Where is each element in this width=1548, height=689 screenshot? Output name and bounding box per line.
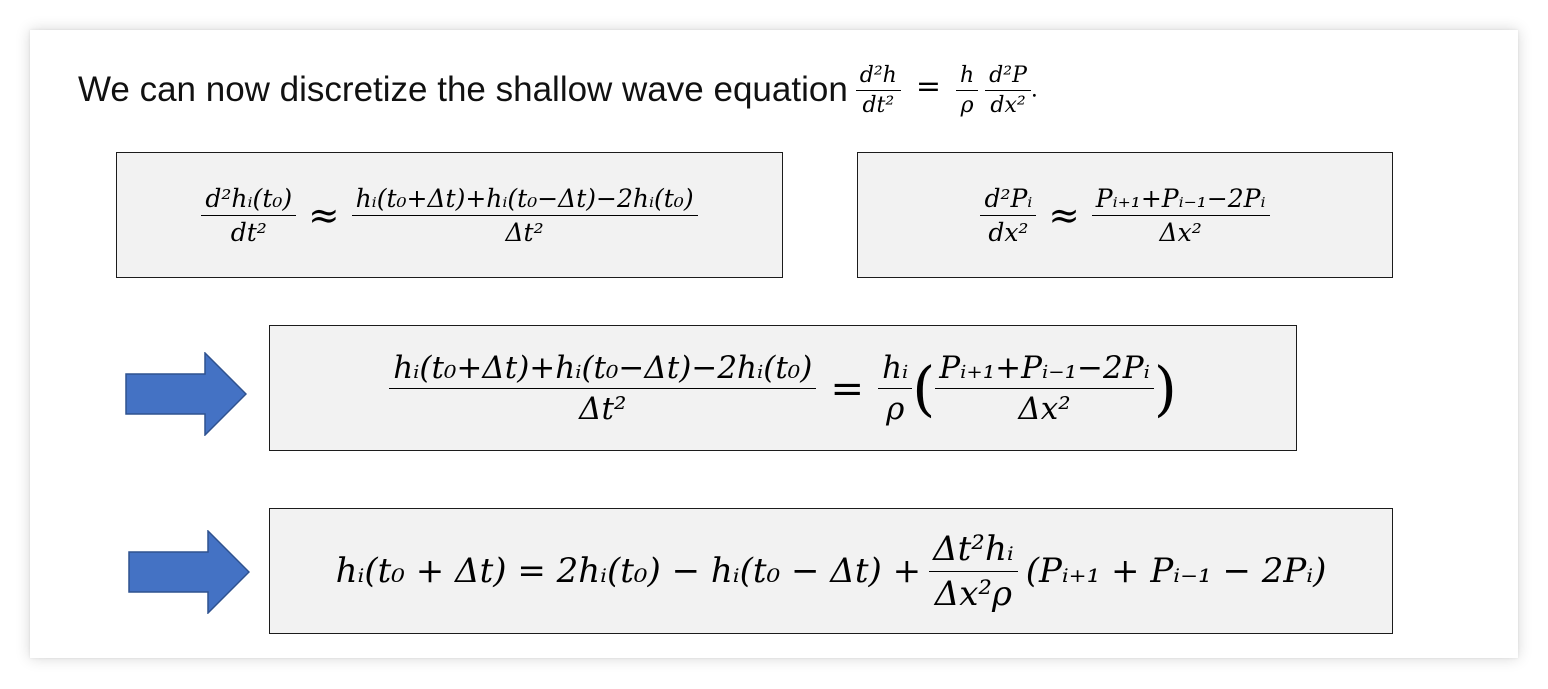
arrow-shape [126,353,246,435]
time-derivative-box [116,152,783,278]
intro-sentence [78,50,1038,130]
space-rhs-den: Δx² [1159,217,1202,247]
space-lhs-num: d²Pᵢ [980,184,1036,216]
time-lhs-num: d²hᵢ(t₀) [201,184,296,216]
intro-coef-num: h [956,63,978,91]
combined-coef-fraction [878,350,912,427]
update-rhs: (Pᵢ₊₁ + Pᵢ₋₁ − 2Pᵢ) [1025,551,1327,591]
combined-coef-den: ρ [886,390,905,427]
update-equation-box [269,508,1393,634]
update-frac-num: Δt²hᵢ [929,529,1018,572]
space-rhs-num: Pᵢ₊₁+Pᵢ₋₁−2Pᵢ [1092,184,1270,216]
time-approx-sign: ≈ [308,193,340,237]
space-lhs-fraction [980,184,1036,247]
combined-coef-num: hᵢ [878,350,912,389]
intro-coef-fraction [956,63,978,118]
time-rhs-num: hᵢ(t₀+Δt)+hᵢ(t₀−Δt)−2hᵢ(t₀) [352,184,698,216]
space-rhs-fraction [1092,184,1270,247]
intro-period: . [1030,77,1038,102]
intro-rhs-num: d²P [985,63,1031,91]
close-paren: ) [1153,353,1177,423]
time-rhs-fraction [352,184,698,247]
wave-equation-inline [856,63,1038,118]
intro-rhs-den: dx² [990,92,1026,118]
update-frac-den: Δx²ρ [934,573,1013,614]
combined-inner-fraction [935,350,1154,427]
combined-inner-num: Pᵢ₊₁+Pᵢ₋₁−2Pᵢ [935,350,1154,389]
combined-equation-box [269,325,1297,451]
update-lhs: hᵢ(t₀ + Δt) = 2hᵢ(t₀) − hᵢ(t₀ − Δt) + [335,551,922,591]
intro-lhs-num: d²h [856,63,901,91]
intro-lhs-den: dt² [862,92,895,118]
time-lhs-den: dt² [230,217,267,247]
combined-eq-sign: = [830,364,865,412]
intro-rhs-fraction [985,63,1031,118]
intro-lhs-fraction [856,63,901,118]
update-fraction [929,529,1018,614]
space-lhs-den: dx² [988,217,1029,247]
combined-lhs-num: hᵢ(t₀+Δt)+hᵢ(t₀−Δt)−2hᵢ(t₀) [389,350,816,389]
time-lhs-fraction [201,184,296,247]
right-arrow-icon [125,352,247,436]
space-approx-sign: ≈ [1048,193,1080,237]
right-arrow-icon [128,530,250,614]
intro-coef-den: ρ [960,92,974,118]
combined-inner-den: Δx² [1018,390,1071,427]
arrow-shape [129,531,249,613]
time-rhs-den: Δt² [505,217,544,247]
intro-eq-sign: = [915,69,941,104]
open-paren: ( [912,353,936,423]
intro-text: We can now discretize the shallow wave equation [78,70,848,109]
combined-lhs-den: Δt² [579,390,627,427]
combined-lhs-fraction [389,350,816,427]
space-derivative-box [857,152,1393,278]
